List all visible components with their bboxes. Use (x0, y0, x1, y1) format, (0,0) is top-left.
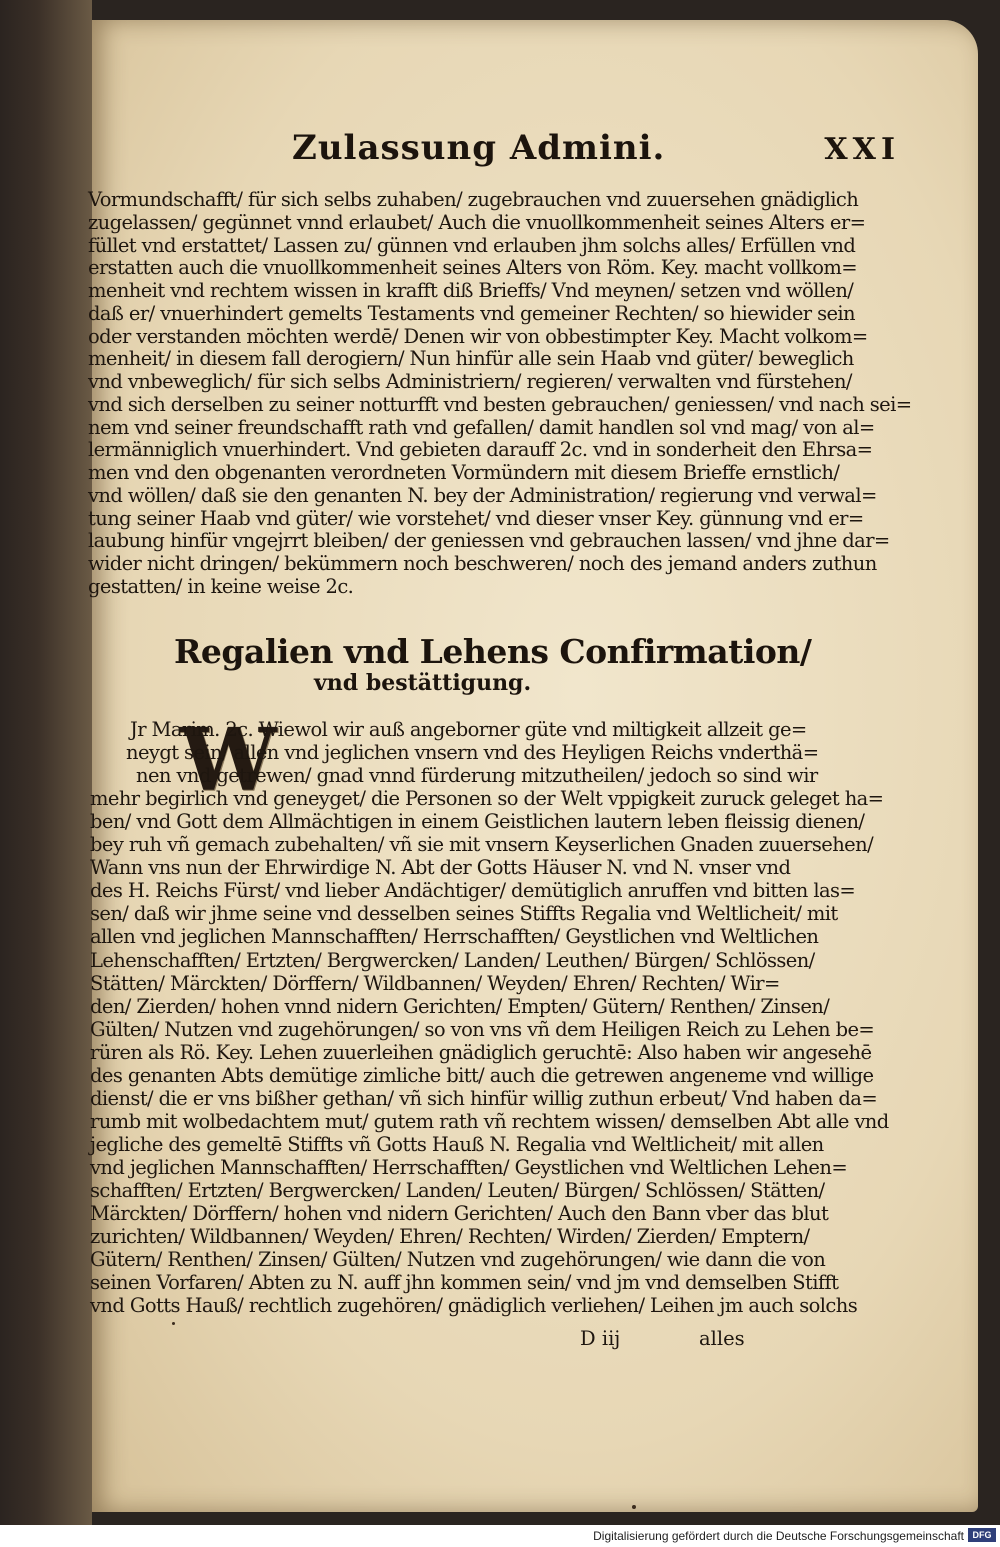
text-line: des H. Reichs Fürst/ vnd lieber Andächtiger/ demütiglich anruffen vnd bitten las= (90, 879, 856, 903)
text-line: tung seiner Haab vnd güter/ wie vorstehet/ vnd dieser vnser Key. günnung vnd er= (88, 506, 864, 530)
scan-background-left (0, 0, 92, 1525)
text-line: des genanten Abts demütige zimliche bitt/ auch die getrewen angeneme vnd willige (90, 1063, 874, 1087)
text-line: füllet vnd erstattet/ Lassen zu/ günnen vnd erlauben jhm solchs alles/ Erfüllen vnd (88, 233, 856, 257)
text-line: seinen Vorfaren/ Abten zu N. auff jhn kommen sein/ vnd jm vnd demselben Stifft (90, 1271, 839, 1295)
text-line: Märckten/ Dörffern/ hohen vnd nidern Gerichten/ Auch den Bann vber das blut (90, 1202, 829, 1226)
text-line: laubung hinfür vngejrrt bleiben/ der geniessen vnd gebrauchen lassen/ vnd jhne dar= (88, 529, 890, 553)
text-line: men vnd den obgenanten verordneten Vormündern mit diesem Brieffe ernstlich/ (88, 461, 840, 484)
text-line: rüren als Rö. Key. Lehen zuuerleihen gnädiglich geruchtē: Also haben wir angesehē (90, 1040, 872, 1064)
text-line: nem vnd seiner freundschafft rath vnd gefallen/ damit handlen sol vnd mag/ von al= (88, 415, 875, 439)
text-line: bey ruh vñ gemach zubehalten/ vñ sie mit vnsern Keyserlichen Gnaden zuuersehen/ (90, 833, 874, 857)
book-page (88, 20, 978, 1512)
text-line: zugelassen/ gegünnet vnnd erlaubet/ Auch die vnuollkommenheit seines Alters er= (88, 210, 866, 234)
paper-speck (172, 1322, 175, 1325)
section-subheading: vnd bestättigung. (314, 670, 532, 696)
text-line: jegliche des gemeltē Stiffts vñ Gotts Hauß N. Regalia vnd Weltlicheit/ mit allen (90, 1132, 824, 1156)
footer-credit: Digitalisierung gefördert durch die Deutsche Forschungsgemeinschaft (593, 1529, 964, 1543)
signature-mark: D iij (580, 1327, 621, 1350)
decorated-initial: W (180, 710, 277, 811)
text-line: den/ Zierden/ hohen vnnd nidern Gerichten/ Empten/ Gütern/ Renthen/ Zinsen/ (90, 994, 830, 1018)
text-line: Gülten/ Nutzen vnd zugehörungen/ so von vns vñ dem Heiligen Reich zu Lehen be= (90, 1017, 875, 1041)
text-line: rumb mit wolbedachtem mut/ gutem rath vñ rechtem wissen/ demselben Abt alle vnd (90, 1109, 889, 1133)
text-line: wider nicht dringen/ bekümmern noch beschweren/ noch des jemand anders zuthun (88, 552, 877, 575)
text-line: Lehenschafften/ Ertzten/ Bergwercken/ Landen/ Leuthen/ Bürgen/ Schlössen/ (90, 948, 815, 972)
text-line: Stätten/ Märckten/ Dörffern/ Wildbannen/ Weyden/ Ehren/ Rechten/ Wir= (90, 971, 780, 995)
folio-number: XXI (824, 132, 900, 167)
text-line: daß er/ vnuerhindert gemelts Testaments vnd gemeiner Rechten/ so hiewider sein (88, 301, 856, 325)
catchword: alles (699, 1327, 745, 1350)
text-line: Wann vns nun der Ehrwirdige N. Abt der Gotts Häuser N. vnd N. vnser vnd (90, 856, 791, 880)
text-line: Gütern/ Renthen/ Zinsen/ Gülten/ Nutzen vnd zugehörungen/ wie dann die von (90, 1248, 826, 1272)
text-line: vnd wöllen/ daß sie den genanten N. bey der Administration/ regierung vnd verwal= (88, 483, 877, 507)
text-line: zurichten/ Wildbannen/ Weyden/ Ehren/ Rechten/ Wirden/ Zierden/ Emptern/ (90, 1225, 810, 1249)
text-line: Jr Marim. 2c. Wiewol wir auß angeborner güte vnd miltigkeit allzeit ge= (130, 718, 807, 741)
text-line: menheit/ in diesem fall derogiern/ Nun hinfür alle sein Haab vnd güter/ beweglich (88, 347, 854, 371)
text-line: allen vnd jeglichen Mannschafften/ Herrschafften/ Geystlichen vnd Weltlichen (90, 925, 819, 949)
text-line: Vormundschafft/ für sich selbs zuhaben/ zugebrauchen vnd zuuersehen gnädiglich (88, 188, 859, 211)
text-line: ben/ vnd Gott dem Allmächtigen in einem Geistlichen lautern leben fleissig dienen/ (90, 810, 865, 834)
paper-speck (632, 1505, 636, 1509)
text-line: oder verstanden möchten werdē/ Denen wir von obbestimpter Key. Macht volkom= (88, 324, 868, 348)
dfg-logo: DFG (968, 1528, 996, 1542)
text-line: mehr begirlich vnd geneyget/ die Personen so der Welt vppigkeit zuruck geleget ha= (90, 787, 884, 811)
text-line: schafften/ Ertzten/ Bergwercken/ Landen/ Leuten/ Bürgen/ Schlössen/ Stätten/ (90, 1179, 825, 1202)
text-line: vnd jeglichen Mannschafften/ Herrschafften/ Geystlichen vnd Weltlichen Lehen= (90, 1155, 848, 1179)
text-line: lermänniglich vnuerhindert. Vnd gebieten darauff 2c. vnd in sonderheit den Ehrsa= (88, 438, 873, 462)
text-line: gestatten/ in keine weise 2c. (88, 574, 354, 598)
text-line: neygt sein/ allen vnd jeglichen vnsern vnd des Heyligen Reichs vnderthä= (126, 741, 819, 765)
text-line: vnd Gotts Hauß/ rechtlich zugehören/ gnädiglich verliehen/ Leihen jm auch solchs (90, 1294, 858, 1318)
text-line: vnd vnbeweglich/ für sich selbs Administriern/ regieren/ verwalten vnd fürstehen/ (88, 370, 852, 393)
section-heading: Regalien vnd Lehens Confirmation/ (174, 632, 812, 671)
text-line: sen/ daß wir jhme seine vnd desselben seines Stiffts Regalia vnd Weltlicheit/ mit (90, 902, 838, 926)
text-line: nen vnd getrewen/ gnad vnnd fürderung mitzutheilen/ jedoch so sind wir (136, 764, 818, 788)
text-line: vnd sich derselben zu seiner notturfft vnd besten gebrauchen/ geniessen/ vnd nach sei= (88, 392, 912, 416)
text-line: menheit vnd rechtem wissen in krafft diß Brieffs/ Vnd meynen/ setzen vnd wöllen/ (88, 279, 854, 302)
text-line: dienst/ die er vns bißher gethan/ vñ sich hinfür willig zuthun erbeut/ Vnd haben da= (90, 1086, 878, 1110)
text-line: erstatten auch die vnuollkommenheit seines Alters von Röm. Key. macht vollkom= (88, 256, 857, 280)
running-title: Zulassung Admini. (292, 128, 666, 168)
